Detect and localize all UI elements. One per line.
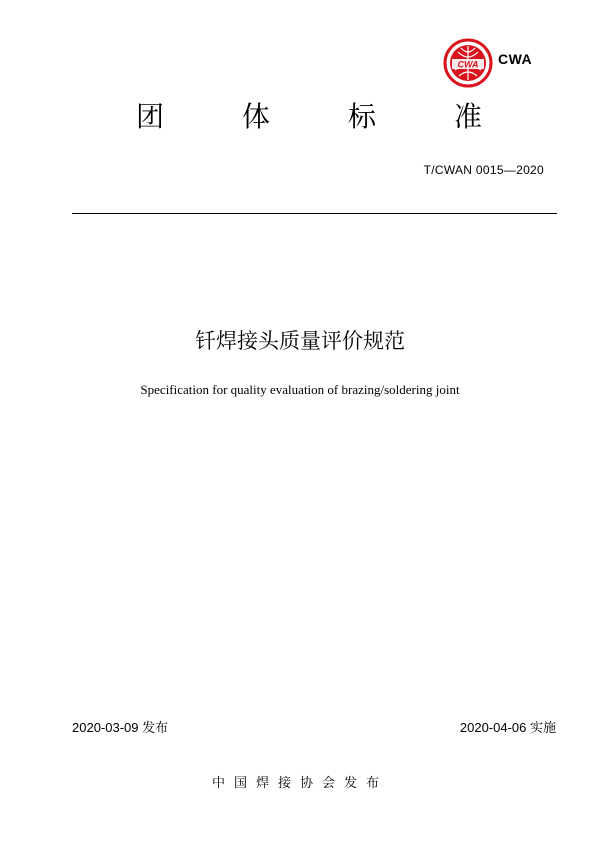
document-title-chinese: 钎焊接头质量评价规范 xyxy=(195,329,405,353)
category-char-1: 团 xyxy=(136,100,165,133)
svg-text:CWA: CWA xyxy=(457,59,479,70)
header-divider xyxy=(72,213,557,214)
document-category-title xyxy=(0,100,600,140)
document-title-english: Specification for quality evaluation of brazing/soldering joint xyxy=(140,382,460,397)
publisher: 中国焊接协会发布 xyxy=(211,776,388,791)
category-char-4: 准 xyxy=(454,100,483,133)
issue-date: 2020-03-09 发布 xyxy=(72,720,169,735)
standard-number: T/CWAN 0015—2020 xyxy=(423,163,544,177)
category-char-2: 体 xyxy=(242,100,271,133)
implementation-date: 2020-04-06 实施 xyxy=(459,720,556,735)
cwa-emblem-icon xyxy=(443,38,493,88)
logo-text: CWA xyxy=(498,51,533,67)
category-char-3: 标 xyxy=(348,100,377,133)
